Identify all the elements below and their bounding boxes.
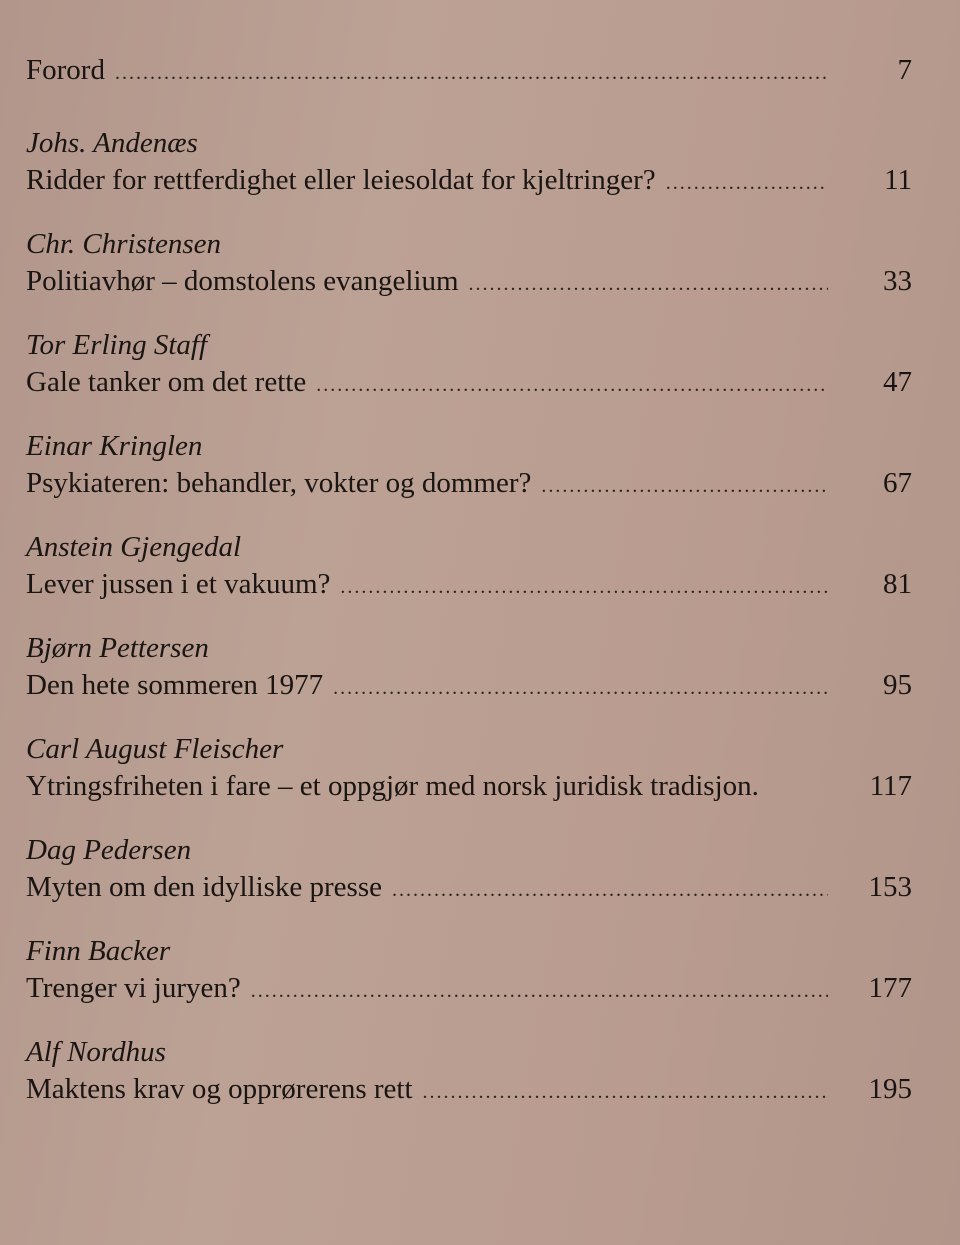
entry-title: Den hete sommeren 1977 <box>26 669 324 701</box>
dot-leader <box>251 973 828 1009</box>
entry-title: Ytringsfriheten i fare – et oppgjør med norsk juridisk tradisjon. <box>26 770 759 802</box>
page-number: 33 <box>883 265 912 297</box>
entry-author: Carl August Fleischer <box>26 733 284 765</box>
entry-title: Politiavhør – domstolens evangelium <box>26 265 459 297</box>
toc-line <box>26 566 912 602</box>
toc-line <box>26 869 912 905</box>
entry-author: Johs. Andenæs <box>26 127 198 159</box>
dot-leader <box>340 569 828 605</box>
toc-entry <box>26 530 912 602</box>
page-number: 177 <box>868 972 912 1004</box>
toc-entry <box>26 429 912 501</box>
toc-line <box>26 667 912 703</box>
entry-author: Bjørn Pettersen <box>26 632 209 664</box>
dot-leader <box>333 670 828 706</box>
entry-author: Anstein Gjengedal <box>26 531 242 563</box>
toc-entry <box>26 328 912 400</box>
entry-title: Gale tanker om det rette <box>26 366 307 398</box>
page-number: 67 <box>883 467 912 499</box>
toc-entry <box>26 126 912 198</box>
entry-author: Chr. Christensen <box>26 228 221 260</box>
toc-entry-foreword <box>26 52 912 88</box>
page-number: 47 <box>883 366 912 398</box>
page-number: 81 <box>883 568 912 600</box>
page-number: 95 <box>883 669 912 701</box>
entry-author: Tor Erling Staff <box>26 329 208 361</box>
dot-leader <box>316 367 828 403</box>
entry-title: Forord <box>26 54 105 86</box>
dot-leader <box>541 468 828 504</box>
toc-entry <box>26 934 912 1006</box>
dot-leader <box>469 266 828 302</box>
page-number: 153 <box>868 871 912 903</box>
entry-author: Dag Pedersen <box>26 834 192 866</box>
page-number: 11 <box>884 164 912 196</box>
toc-entry <box>26 1035 912 1107</box>
toc-entry <box>26 227 912 299</box>
dot-leader <box>666 165 828 201</box>
toc-entry <box>26 833 912 905</box>
toc-entry <box>26 631 912 703</box>
toc-line <box>26 52 912 88</box>
page-number: 117 <box>869 770 912 802</box>
toc-line <box>26 364 912 400</box>
dot-leader <box>392 872 828 908</box>
toc-line <box>26 768 912 804</box>
dot-leader <box>115 55 828 91</box>
entry-title: Psykiateren: behandler, vokter og dommer? <box>26 467 532 499</box>
toc-line <box>26 465 912 501</box>
entry-title: Ridder for rettferdighet eller leiesoldat for kjeltringer? <box>26 164 656 196</box>
page-number: 195 <box>868 1073 912 1105</box>
toc-entry <box>26 732 912 804</box>
entry-author: Finn Backer <box>26 935 171 967</box>
entry-title: Trenger vi juryen? <box>26 972 241 1004</box>
entry-author: Alf Nordhus <box>26 1036 166 1068</box>
dot-leader <box>423 1074 828 1110</box>
entry-title: Myten om den idylliske presse <box>26 871 383 903</box>
entry-title: Maktens krav og opprørerens rett <box>26 1073 413 1105</box>
entry-author: Einar Kringlen <box>26 430 203 462</box>
entry-title: Lever jussen i et vakuum? <box>26 568 331 600</box>
toc-line <box>26 263 912 299</box>
toc-line <box>26 970 912 1006</box>
toc-line <box>26 1071 912 1107</box>
toc-line <box>26 162 912 198</box>
page-number: 7 <box>897 54 912 86</box>
